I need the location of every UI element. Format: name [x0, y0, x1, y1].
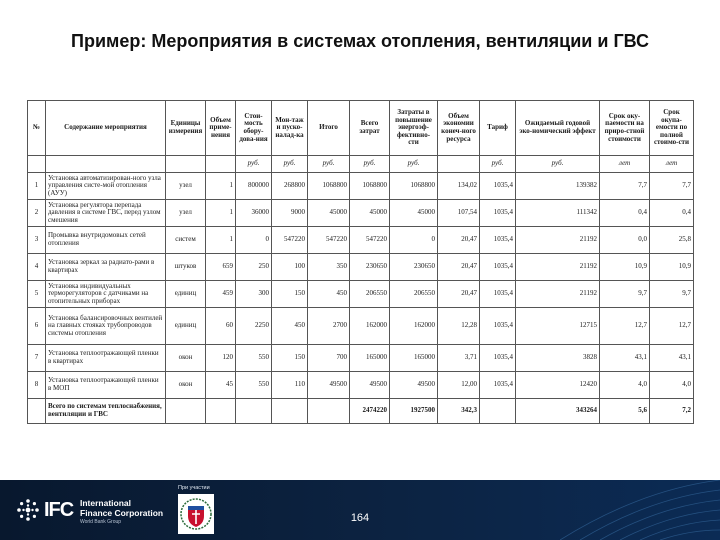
table-row: [28, 173, 694, 200]
cell-total: 1068800: [308, 173, 350, 200]
cell-equip: 550: [236, 372, 272, 399]
cell-all-costs: 162000: [350, 308, 390, 345]
cell-unit: узел: [166, 200, 206, 227]
cell-all-costs: 45000: [350, 200, 390, 227]
cell-effect: 21192: [516, 281, 600, 308]
cell-volume: 1: [206, 173, 236, 200]
cell-content: Установка зеркал за радиато-рами в квартирах: [46, 254, 166, 281]
unit-cell: [438, 156, 480, 173]
cell-savings: 134,02: [438, 173, 480, 200]
cell-savings: 20,47: [438, 281, 480, 308]
cell-payback-inc: 4,0: [600, 372, 650, 399]
unit-cell: лет: [650, 156, 694, 173]
cell-eff-costs: 206550: [390, 281, 438, 308]
org-name-line2: Finance Corporation: [80, 508, 164, 518]
cell-unit: систем: [166, 227, 206, 254]
cell-mount: 9000: [272, 200, 308, 227]
cell-unit: окон: [166, 372, 206, 399]
cell-effect: 21192: [516, 254, 600, 281]
column-header: Срок окупа-емости по полной стоимо-сти: [650, 101, 694, 156]
cell-no: 2: [28, 200, 46, 227]
cell-volume: 1: [206, 200, 236, 227]
cell-payback-inc: 9,7: [600, 281, 650, 308]
cell-effect: 111342: [516, 200, 600, 227]
table-row: [28, 345, 694, 372]
table-row: [28, 254, 694, 281]
cell-all-costs: 49500: [350, 372, 390, 399]
cell-payback-full: 7,7: [650, 173, 694, 200]
cell-content: Установка индивидуальных терморегуляторов с датчиками на отопительных приборах: [46, 281, 166, 308]
cell-payback-inc: 43,1: [600, 345, 650, 372]
total-all-costs: 2474220: [350, 399, 390, 424]
cell-savings: 3,71: [438, 345, 480, 372]
cell-content: Промывка внутридомовых сетей отопления: [46, 227, 166, 254]
cell-mount: 450: [272, 308, 308, 345]
cell-total: 700: [308, 345, 350, 372]
column-header: №: [28, 101, 46, 156]
cell-volume: 659: [206, 254, 236, 281]
cell-empty: [206, 399, 236, 424]
cell-volume: 45: [206, 372, 236, 399]
page-number: 164: [350, 512, 370, 524]
cell-savings: 20,47: [438, 254, 480, 281]
cell-total: 547220: [308, 227, 350, 254]
cell-unit: единиц: [166, 308, 206, 345]
cell-mount: 547220: [272, 227, 308, 254]
cell-tariff: 1035,4: [480, 227, 516, 254]
cell-tariff: 1035,4: [480, 308, 516, 345]
page-title: Пример: Мероприятия в системах отопления, вентиляции и ГВС: [71, 31, 649, 51]
total-label: Всего по системам теплоснабжения, вентиляции и ГВС: [46, 399, 166, 424]
unit-cell: [206, 156, 236, 173]
table-row: [28, 372, 694, 399]
cell-content: Установка теплоотражающей пленки в квартирах: [46, 345, 166, 372]
cell-payback-inc: 12,7: [600, 308, 650, 345]
cell-mount: 150: [272, 281, 308, 308]
cell-no: 3: [28, 227, 46, 254]
cell-eff-costs: 165000: [390, 345, 438, 372]
cell-volume: 60: [206, 308, 236, 345]
cell-unit: единиц: [166, 281, 206, 308]
cell-eff-costs: 49500: [390, 372, 438, 399]
unit-cell: руб.: [350, 156, 390, 173]
cell-equip: 300: [236, 281, 272, 308]
cell-equip: 0: [236, 227, 272, 254]
cell-empty: [166, 399, 206, 424]
cell-savings: 20,47: [438, 227, 480, 254]
unit-cell: руб.: [236, 156, 272, 173]
cell-effect: 139382: [516, 173, 600, 200]
unit-cell: руб.: [272, 156, 308, 173]
cell-effect: 12715: [516, 308, 600, 345]
column-header: Объем экономии конеч-ного ресурса: [438, 101, 480, 156]
cell-content: Установка автоматизирован-ного узла управления систе-мой отопления (АУУ): [46, 173, 166, 200]
unit-cell: [28, 156, 46, 173]
cell-mount: 110: [272, 372, 308, 399]
cell-payback-full: 0,4: [650, 200, 694, 227]
cell-effect: 21192: [516, 227, 600, 254]
org-name-line1: International: [80, 498, 132, 508]
cell-mount: 150: [272, 345, 308, 372]
table-total-row: [28, 399, 694, 424]
cell-no: 4: [28, 254, 46, 281]
cell-effect: 12420: [516, 372, 600, 399]
cell-mount: 100: [272, 254, 308, 281]
unit-cell: руб.: [516, 156, 600, 173]
table-body: [28, 173, 694, 424]
total-savings: 342,3: [438, 399, 480, 424]
cell-equip: 800000: [236, 173, 272, 200]
cell-content: Установка теплоотражающей пленки в МОП: [46, 372, 166, 399]
cell-payback-full: 4,0: [650, 372, 694, 399]
cell-eff-costs: 230650: [390, 254, 438, 281]
cell-savings: 107,54: [438, 200, 480, 227]
column-header: Стои-мость обору-дова-ния: [236, 101, 272, 156]
unit-cell: руб.: [480, 156, 516, 173]
total-eff-costs: 1927500: [390, 399, 438, 424]
cell-no: 6: [28, 308, 46, 345]
unit-cell: руб.: [390, 156, 438, 173]
cell-volume: 120: [206, 345, 236, 372]
partner-label: При участии: [178, 485, 210, 491]
cell-content: Установка балансировочных вентилей на главных стояках трубопроводов системы отопления: [46, 308, 166, 345]
cell-effect: 3828: [516, 345, 600, 372]
cell-all-costs: 165000: [350, 345, 390, 372]
cell-eff-costs: 45000: [390, 200, 438, 227]
total-payback-inc: 5,6: [600, 399, 650, 424]
cell-tariff: 1035,4: [480, 372, 516, 399]
unit-cell: руб.: [308, 156, 350, 173]
table-row: [28, 281, 694, 308]
cell-payback-inc: 0,4: [600, 200, 650, 227]
cell-volume: 459: [206, 281, 236, 308]
cell-total: 350: [308, 254, 350, 281]
cell-unit: узел: [166, 173, 206, 200]
column-header: Затраты в повышение энергоэф-фективно-сти: [390, 101, 438, 156]
column-header: Содержание мероприятия: [46, 101, 166, 156]
table-units-row: [28, 156, 694, 173]
cell-payback-full: 9,7: [650, 281, 694, 308]
column-header: Единицы измерения: [166, 101, 206, 156]
cell-no: 8: [28, 372, 46, 399]
cell-total: 2700: [308, 308, 350, 345]
cell-content: Установка регулятора перепада давления в системе ГВС, перед узлом смешения: [46, 200, 166, 227]
cell-eff-costs: 1068800: [390, 173, 438, 200]
column-header: Мон-таж и пуско-налад-ка: [272, 101, 308, 156]
unit-cell: [46, 156, 166, 173]
unit-cell: [166, 156, 206, 173]
measures-table: [27, 100, 694, 424]
cell-unit: штуков: [166, 254, 206, 281]
cell-all-costs: 1068800: [350, 173, 390, 200]
table-header-row: [28, 101, 694, 156]
cell-total: 49500: [308, 372, 350, 399]
cell-total: 450: [308, 281, 350, 308]
cell-tariff: 1035,4: [480, 281, 516, 308]
column-header: Тариф: [480, 101, 516, 156]
cell-payback-full: 10,9: [650, 254, 694, 281]
table-row: [28, 308, 694, 345]
unit-cell: лет: [600, 156, 650, 173]
column-header: Всего затрат: [350, 101, 390, 156]
cell-tariff: 1035,4: [480, 254, 516, 281]
cell-total: 45000: [308, 200, 350, 227]
cell-no: 5: [28, 281, 46, 308]
cell-payback-full: 43,1: [650, 345, 694, 372]
org-group-line: World Bank Group: [80, 519, 122, 525]
ifc-globe-icon: [14, 496, 42, 524]
cell-no: 7: [28, 345, 46, 372]
decorative-lines-graphic: [560, 480, 720, 540]
total-payback-full: 7,2: [650, 399, 694, 424]
cell-eff-costs: 0: [390, 227, 438, 254]
cell-tariff: 1035,4: [480, 345, 516, 372]
table-row: [28, 227, 694, 254]
cell-no: 1: [28, 173, 46, 200]
column-header: Срок оку-паемости на приро-стной стоимости: [600, 101, 650, 156]
cell-empty: [272, 399, 308, 424]
cell-savings: 12,00: [438, 372, 480, 399]
total-effect: 343264: [516, 399, 600, 424]
cell-equip: 250: [236, 254, 272, 281]
footer-bar: [0, 480, 720, 540]
cell-eff-costs: 162000: [390, 308, 438, 345]
cell-unit: окон: [166, 345, 206, 372]
cell-empty: [308, 399, 350, 424]
measures-table-container: [27, 100, 693, 424]
ifc-wordmark: IFC: [44, 499, 74, 521]
cell-payback-inc: 0,0: [600, 227, 650, 254]
column-header: Ожидаемый годовой эко-номический эффект: [516, 101, 600, 156]
cell-savings: 12,28: [438, 308, 480, 345]
cell-empty: [28, 399, 46, 424]
cell-all-costs: 206550: [350, 281, 390, 308]
partner-emblem-icon: [178, 494, 214, 534]
column-header: Объем приме-нения: [206, 101, 236, 156]
cell-payback-full: 25,8: [650, 227, 694, 254]
cell-payback-full: 12,7: [650, 308, 694, 345]
column-header: Итого: [308, 101, 350, 156]
cell-all-costs: 547220: [350, 227, 390, 254]
cell-payback-inc: 10,9: [600, 254, 650, 281]
cell-equip: 2250: [236, 308, 272, 345]
cell-empty: [480, 399, 516, 424]
cell-tariff: 1035,4: [480, 200, 516, 227]
cell-all-costs: 230650: [350, 254, 390, 281]
cell-mount: 268800: [272, 173, 308, 200]
cell-volume: 1: [206, 227, 236, 254]
table-row: [28, 200, 694, 227]
cell-equip: 550: [236, 345, 272, 372]
cell-payback-inc: 7,7: [600, 173, 650, 200]
cell-tariff: 1035,4: [480, 173, 516, 200]
cell-empty: [236, 399, 272, 424]
cell-equip: 36000: [236, 200, 272, 227]
